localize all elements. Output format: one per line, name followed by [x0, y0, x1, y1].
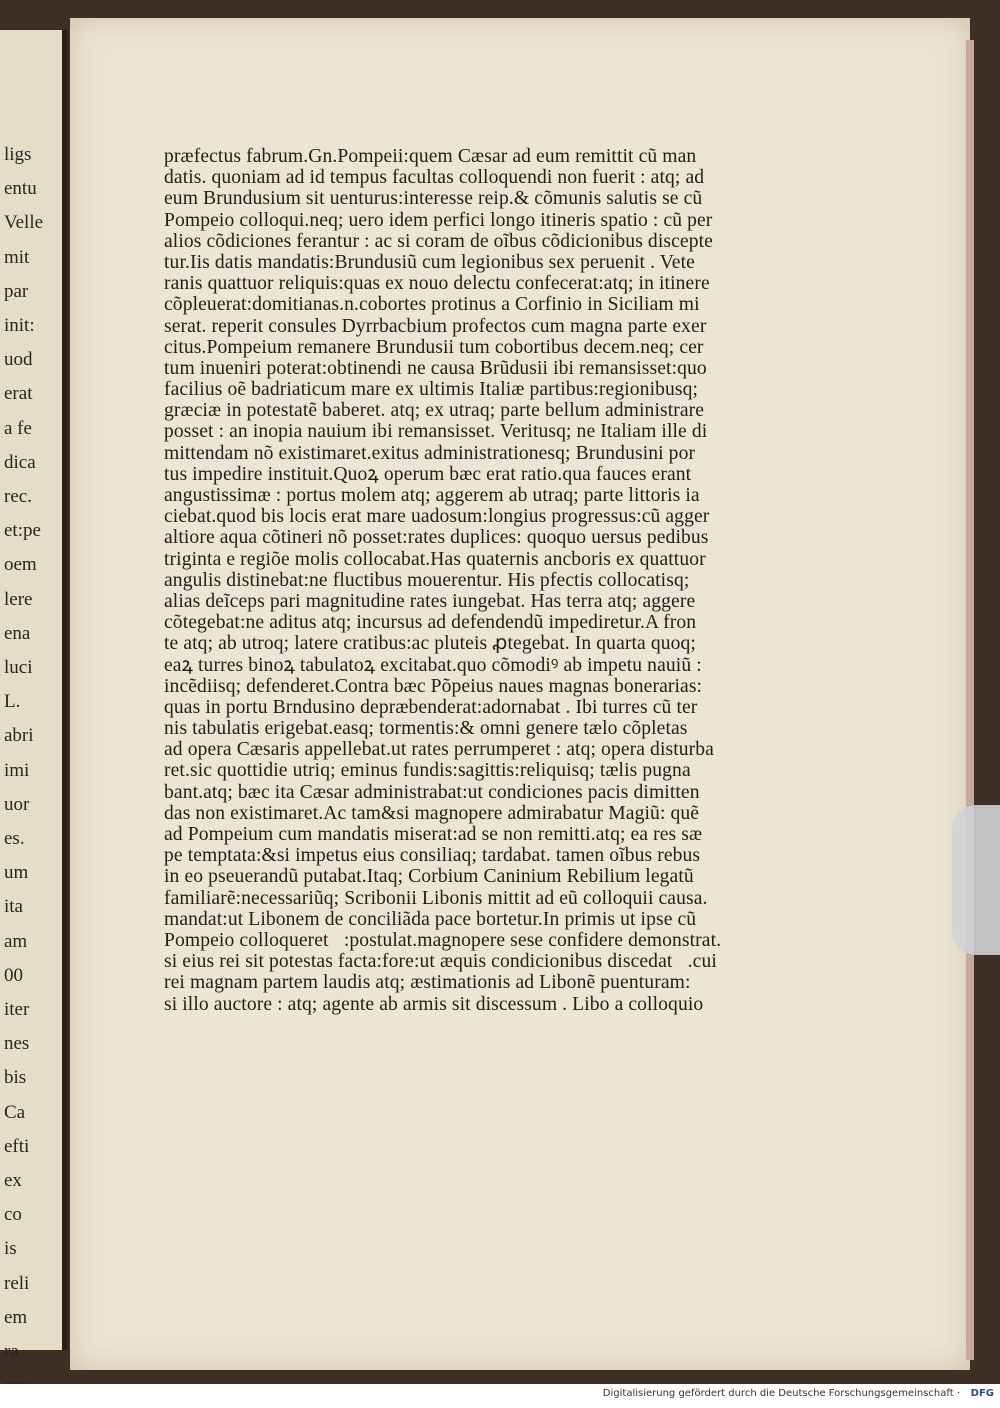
text-line: eaꝝ turres binoꝝ tabulatoꝝ excitabat.quo cõmodiꝰ ab impetu nauiũ : — [164, 654, 702, 676]
text-line: angulis distinebat:ne fluctibus mouerentur. His pfectis collocatisq; — [164, 569, 690, 591]
text-line: si illo auctore : atq; agente ab armis sit discessum . Libo a colloquio — [164, 993, 704, 1015]
left-page-fragment: ligs — [4, 144, 32, 165]
left-page-fragment: rec. — [4, 486, 32, 507]
left-page-fragment: uor — [4, 793, 30, 815]
text-line: pe temptata:&si impetus eius consiliaq; tardabat. tamen oĩbus rebus — [164, 845, 701, 867]
text-line: alias deĩceps pari magnitudine rates iungebat. Has terra atq; aggere — [164, 590, 696, 612]
left-page-fragment: abri — [4, 725, 34, 747]
left-page-fragment: reli — [4, 1272, 30, 1294]
left-page-fragment: nes — [4, 1033, 30, 1055]
left-page-fragment: is — [4, 1238, 17, 1260]
left-page-edge — [0, 30, 68, 1362]
text-line: bant.atq; bæc ita Cæsar administrabat:ut condiciones pacis dimitten — [164, 781, 700, 803]
left-page-fragment: ra — [4, 1341, 19, 1362]
text-line: tus impedire instituit.Quoꝝ operum bæc erat ratio.qua fauces erant — [164, 463, 692, 485]
text-line: ad Pompeium cum mandatis miserat:ad se non remitti.atq; ea res sæ — [164, 824, 703, 845]
left-page-fragment: Velle — [4, 212, 44, 234]
left-page-fragment: co — [4, 1204, 22, 1226]
text-line: tum inueniri poterat:obtinendi ne causa Brũdusii ibi remansisset:quo — [164, 357, 707, 379]
left-page-fragment: efti — [4, 1135, 30, 1157]
left-page-fragment: init: — [4, 315, 35, 336]
text-line: citus.Pompeium remanere Brundusii tum cobortibus decem.neq; cer — [164, 336, 704, 358]
page-edge — [966, 40, 974, 1360]
footer-bar — [0, 1384, 1000, 1408]
text-line: quas in portu Brndusino depræbenderat:adornabat . Ibi turres cũ ter — [164, 696, 698, 718]
text-line: ad opera Cæsaris appellebat.ut rates perrumperet : atq; opera disturba — [164, 739, 714, 761]
left-page-fragment: a fe — [4, 417, 32, 439]
text-line: si eius rei sit potestas facta:fore:ut æquis condicionibus discedatᷣ.cuiꝰ — [164, 951, 733, 973]
text-line: Pompeio colloqueretᷣ:postulat.magnopere sese confidere demonstrat. — [164, 929, 722, 951]
page-clip — [952, 805, 1000, 955]
text-line: mandat:ut Libonem de conciliãda pace bortetur.In primis ut ipse cũ — [164, 908, 697, 930]
text-line: serat. reperit consules Dyrrbacbium profectos cum magna parte exer — [164, 315, 707, 337]
dfg-logo: DFG — [970, 1388, 994, 1399]
left-page-fragment: Ca — [4, 1101, 26, 1123]
text-line: altiore aqua cõtineri nõ posset:rates duplices: quoquo uersus pedibus — [164, 527, 709, 549]
left-page-fragment: ita — [4, 896, 23, 918]
left-page-fragment: am — [4, 930, 28, 952]
text-line: ret.sic quottidie utriq; eminus fundis:sagittis:reliquisq; tælis pugna — [164, 760, 691, 782]
text-line: nis tabulatis erigebat.easq; tormentis:& omni genere tælo cõpletas — [164, 718, 688, 740]
text-line: rei magnam partem laudis atq; æstimationis ad Libonẽ puenturam: — [164, 972, 691, 994]
left-page-fragment: imi — [4, 759, 30, 781]
text-line: triginta e regiõe molis collocabat.Has quaternis ancboris ex quattuor — [164, 548, 706, 570]
text-line: tur.Iis datis mandatis:Brundusiũ cum legionibus sex peruenit . Vete — [164, 251, 695, 273]
footer-credit: Digitalisierung gefördert durch die Deutsche Forschungsgemeinschaft · — [602, 1388, 960, 1399]
text-line: Pompeio colloqui.neq; uero idem perfici longo itineris spatio : cũ per — [164, 209, 713, 231]
text-line: præfectus fabrum.Gn.Pompeii:quem Cæsar ad eum remittit cũ man — [164, 146, 697, 167]
text-line: alios cõdiciones ferantur : ac si coram de oĩbus cõdicionibus discepte — [164, 230, 713, 252]
left-page-fragment: oem — [4, 554, 37, 576]
text-line: incẽdiisq; defenderet.Contra bæc Põpeius naues magnas bonerarias: — [164, 675, 703, 697]
text-line: facilius oẽ badriaticum mare ex ultimis Italiæ partibus:regionibusq; — [164, 379, 699, 401]
text-line: cõpleuerat:domitianas.n.cobortes protinus a Corfinio in Siciliam mi — [164, 294, 700, 316]
text-line: das non existimaret.Ac tam&si magnopere admirabatur Magiũ: quẽ — [164, 802, 700, 824]
text-line: græciæ in potestatẽ baberet. atq; ex utraq; parte bellum administrare — [164, 400, 705, 422]
text-line: in eo pseuerandũ putabat.Itaq; Corbium Caninium Rebilium legatũ — [164, 866, 694, 888]
left-page-fragment: uod — [4, 349, 33, 371]
text-line: ranis quattuor reliquis:quas ex nouo delectu confecerat:atq; in itinere — [164, 273, 710, 295]
left-page-fragment: ena — [4, 622, 31, 644]
left-page-fragment: bis — [4, 1067, 27, 1089]
text-line: ciebat.quod bis locis erat mare uadosum:longius progressus:cũ agger — [164, 506, 710, 528]
left-page-fragment: et:pe — [4, 520, 41, 542]
left-page-fragment: 00 — [4, 964, 23, 986]
left-page-fragment: entu — [4, 178, 37, 200]
left-page-fragment: iter — [4, 999, 30, 1020]
left-page-fragment: luci — [4, 657, 33, 678]
text-line: datis. quoniam ad id tempus facultas colloquendi non fuerit : atq; ad — [164, 167, 705, 189]
left-page-fragment: em — [4, 1306, 28, 1328]
left-page-fragment: um — [4, 862, 29, 884]
text-line: familiarẽ:necessariũq; Scribonii Libonis mittit ad eũ colloquii causa. — [164, 887, 708, 909]
text-line: te atq; ab utroq; latere cratibus:ac pluteis ꝓtegebat. In quarta quoq; — [164, 633, 696, 655]
left-page-fragment: es. — [4, 828, 25, 849]
text-line: angustissimæ : portus molem atq; aggerem ab utraq; parte littoris ia — [164, 485, 700, 506]
text-line: eum Brundusium sit uenturus:interesse reip.& cõmunis salutis se cũ — [164, 188, 703, 210]
left-page-fragment: ex — [4, 1170, 22, 1191]
left-page-fragment: mit — [4, 246, 30, 268]
text-line: cõtegebat:ne aditus atq; incursus ad defendendũ impediretur.A fron — [164, 612, 697, 634]
left-page-fragment: par — [4, 280, 29, 302]
text-line: mittendam nõ existimaret.exitus administrationesq; Brundusini por — [164, 442, 696, 464]
text-line: posset : an inopia nauium ibi remansisset. Veritusq; ne Italiam ille di — [164, 421, 708, 443]
left-page-fragment: erat — [4, 383, 33, 405]
left-page-fragment: L. — [4, 691, 21, 713]
left-page-fragment: dica — [4, 451, 36, 473]
main-text-block — [164, 146, 744, 1015]
left-page-fragment: lere — [4, 588, 33, 610]
